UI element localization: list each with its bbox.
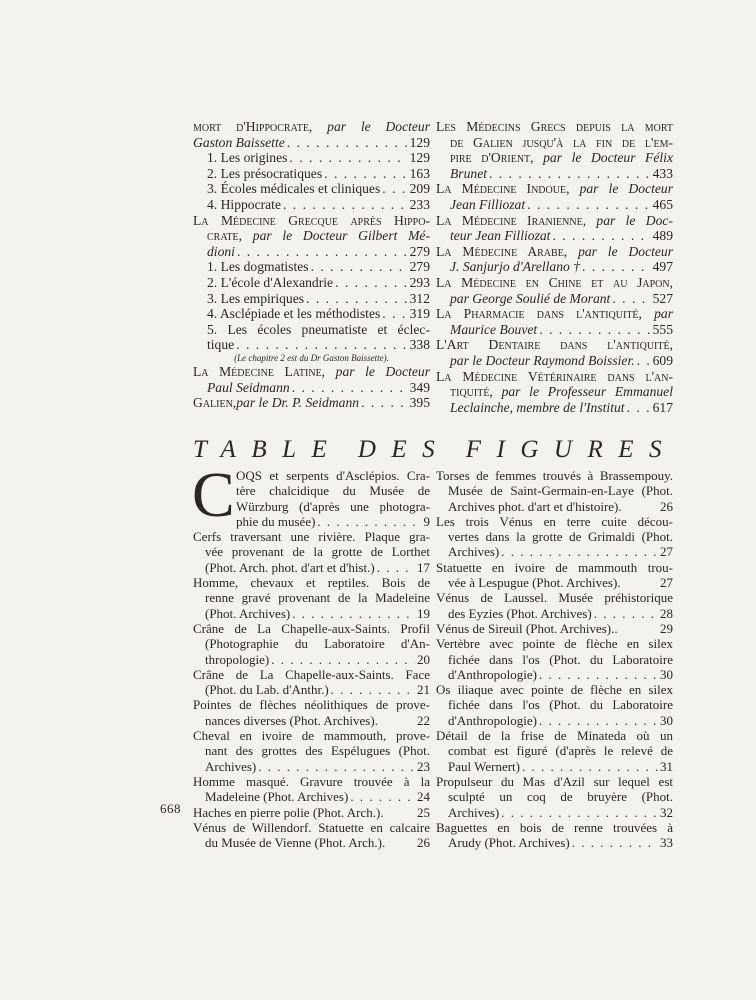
toc-line: [436, 166, 673, 182]
figure-caption-line: Cheval en ivoire de mammouth, prove-: [193, 728, 430, 744]
toc-author-heading: crate,: [207, 228, 243, 244]
figure-leader: [317, 514, 421, 529]
figure-caption-line: Cerfs traversant une rivière. Plaque gra-: [193, 529, 430, 545]
figure-page-number: 17: [417, 559, 430, 575]
toc-author: par le Docteur Félix: [533, 150, 673, 166]
toc-author: par le Docteur: [567, 243, 673, 259]
toc-author: J. Sanjurjo d'Arellano †: [450, 259, 581, 275]
toc-line: [193, 322, 430, 338]
toc-page-number: 293: [409, 274, 430, 290]
figure-leader: [522, 759, 658, 774]
figure-entry: [193, 728, 430, 774]
figure-entry: [193, 820, 430, 851]
toc-entry: [193, 275, 430, 291]
toc-leader: [527, 197, 650, 213]
figure-caption-text: thropologie): [205, 651, 270, 667]
figure-entry: [193, 575, 430, 621]
toc-leader: [539, 322, 650, 338]
toc-page-number: 129: [409, 150, 430, 166]
toc-line: [193, 364, 430, 380]
figure-caption-line: Torses de femmes trouvés à Brassempouy.: [436, 468, 673, 483]
toc-author: Paul Seidmann: [207, 379, 290, 395]
toc-leader: [311, 259, 408, 275]
toc-page-number: 433: [652, 165, 673, 181]
toc-author-heading: La Médecine Grecque après Hippo-: [193, 212, 430, 228]
toc-leader: [489, 166, 651, 182]
toc-leader: [382, 306, 407, 322]
toc-text: 3. Écoles médicales et cliniques: [207, 181, 381, 197]
figure-caption-line: Vertèbre avec pointe de flèche en silex: [436, 636, 673, 652]
toc-line: [193, 380, 430, 396]
toc-page-number: 497: [652, 259, 673, 275]
toc-text: 2. Les présocratiques: [207, 165, 323, 181]
toc-line: [193, 197, 430, 213]
toc-page-number: 163: [409, 165, 430, 181]
figure-leader: [350, 789, 415, 804]
figure-caption-line: [436, 606, 673, 621]
toc-line: [436, 400, 673, 416]
figure-caption-line: Baguettes en bois de renne trouvées à: [436, 819, 673, 835]
toc-page-number: 338: [409, 337, 430, 353]
toc-entry: [193, 150, 430, 166]
figure-caption-line: Musée de Saint-Germain-en-Laye (Phot.: [448, 483, 673, 499]
figure-caption-line: [436, 835, 673, 850]
figure-caption-line: [193, 682, 430, 697]
toc-page-number: 395: [409, 395, 430, 411]
toc-author-heading: Galien,: [193, 395, 237, 411]
toc-text: 2. L'école d'Alexandrie: [207, 274, 334, 290]
toc-entry: [193, 395, 430, 411]
figure-page-number: 27: [660, 544, 673, 560]
toc-line: [436, 353, 673, 369]
toc-left-column: [193, 119, 430, 411]
figure-caption-line: Détail de la frise de Minateda où un: [436, 728, 673, 744]
figure-page-number: 33: [660, 835, 673, 851]
toc-leader: [627, 400, 651, 416]
toc-entry: [193, 119, 430, 150]
toc-author: par le Docteur: [569, 181, 673, 197]
figure-caption-line: Homme masqué. Gravure trouvée à la: [193, 773, 430, 789]
toc-text: 4. Asclépiade et les méthodistes: [207, 306, 381, 322]
toc-line: [193, 259, 430, 275]
figure-entry: [436, 468, 673, 514]
toc-entry: [193, 166, 430, 182]
toc-author: par le Dr. P. Seidmann: [236, 395, 360, 411]
toc-text: 3. Les empiriques: [207, 290, 305, 306]
toc-line: [436, 259, 673, 275]
toc-line: [436, 322, 673, 338]
figure-page-number: 30: [660, 666, 673, 682]
figure-caption-line: [193, 713, 430, 728]
toc-line: [436, 135, 673, 151]
toc-leader: [637, 353, 651, 369]
toc-author-heading: pire d'Orient,: [450, 150, 534, 166]
page-number: 668: [160, 801, 181, 816]
toc-page-number: 527: [652, 290, 673, 306]
toc-page-number: 349: [409, 379, 430, 395]
toc-leader: [289, 150, 407, 166]
toc-line: [436, 228, 673, 244]
figure-caption-line: [193, 652, 430, 667]
toc-page-number: 209: [409, 181, 430, 197]
toc-entry: [193, 306, 430, 322]
figure-caption-line: [436, 621, 673, 636]
toc-author-heading: La Médecine Arabe,: [436, 243, 568, 259]
figure-caption-line: [193, 560, 430, 575]
toc-entry: [436, 119, 673, 181]
figure-page-number: 27: [660, 575, 673, 591]
figure-caption-line: [193, 759, 430, 774]
figure-entry: [436, 682, 673, 728]
toc-page-number: 129: [409, 134, 430, 150]
figure-leader: [501, 544, 658, 559]
figure-caption-line: [193, 835, 430, 850]
figure-entry: [193, 529, 430, 575]
figure-caption-line: Les trois Vénus en terre cuite décou-: [436, 513, 673, 529]
toc-author: Gaston Baissette: [193, 134, 285, 150]
toc-line: [193, 244, 430, 260]
figure-caption-line: [436, 544, 673, 559]
toc-page-number: 609: [652, 352, 673, 368]
toc-author-heading: La Médecine en Chine et au Japon,: [436, 274, 673, 290]
toc-author-heading: La Médecine Indoue,: [436, 181, 570, 197]
figure-caption-line: [193, 789, 430, 804]
figure-entry: [193, 774, 430, 805]
figure-caption-text: nances diverses (Phot. Archives).: [205, 712, 378, 728]
toc-leader: [283, 197, 408, 213]
figure-caption-line: [436, 713, 673, 728]
figure-caption-line: [236, 514, 430, 529]
figure-caption-line: Crâne de La Chapelle-aux-Saints. Face: [193, 666, 430, 682]
toc-line: [193, 228, 430, 244]
toc-author-heading: mort d'Hippocrate,: [193, 119, 313, 134]
figure-page-number: 30: [660, 712, 673, 728]
figure-page-number: 20: [417, 651, 430, 667]
figure-caption-line: tère chalcidique du Musée de: [236, 483, 430, 499]
figure-caption-line: (Photographie du Laboratoire d'An-: [205, 636, 430, 652]
figures-heading: [193, 436, 677, 466]
figure-entry: [436, 590, 673, 621]
figure-page-number: 23: [417, 758, 430, 774]
toc-leader: [335, 275, 408, 291]
figure-caption-line: [436, 575, 673, 590]
figure-page-number: 19: [417, 605, 430, 621]
figure-page-number: 25: [417, 804, 430, 820]
figure-caption-line: [436, 499, 673, 514]
toc-leader: [612, 291, 650, 307]
figure-entry: [436, 728, 673, 774]
figure-leader: [594, 606, 658, 621]
toc-author-heading: tiquité,: [450, 384, 493, 400]
toc-leader: [582, 259, 651, 275]
toc-line: [436, 291, 673, 307]
figure-page-number: 22: [417, 712, 430, 728]
toc-line: [436, 337, 673, 353]
figure-page-number: 26: [660, 498, 673, 514]
figure-leader: [377, 560, 415, 575]
toc-page-number: 465: [652, 196, 673, 212]
figure-entry: [436, 560, 673, 591]
toc-line: [436, 181, 673, 197]
figure-leader: [539, 713, 658, 728]
figure-caption-line: renne gravé provenant de la Madeleine: [205, 590, 430, 606]
figure-caption-text: du Musée de Vienne (Phot. Arch.).: [205, 835, 386, 851]
figure-caption-text: vée à Lespugue (Phot. Archives).: [448, 575, 621, 591]
figure-caption-text: Paul Wernert): [448, 758, 520, 774]
toc-entry: [193, 213, 430, 260]
toc-author: teur Jean Filliozat: [450, 228, 551, 244]
figure-caption-line: OQS et serpents d'Asclépios. Cra-: [236, 468, 430, 483]
toc-entry: [436, 244, 673, 275]
figure-entry: [192, 459, 430, 530]
figure-caption-line: sculpté un coq de bruyère (Phot.: [448, 789, 673, 805]
figure-leader: [271, 652, 415, 667]
figure-caption-line: [193, 606, 430, 621]
toc-page-number: 279: [409, 243, 430, 259]
toc-author-heading: Les Médecins Grecs depuis la mort: [436, 119, 673, 134]
figure-leader: [501, 805, 658, 820]
figure-caption-line: Vénus de Willendorf. Statuette en calcaire: [193, 819, 430, 835]
toc-author-heading: La Médecine Latine,: [193, 363, 326, 379]
toc-page-number: 617: [652, 399, 673, 415]
figure-caption-text: Archives phot. d'art et d'histoire).: [448, 498, 622, 514]
toc-author: par le Docteur Raymond Boissier.: [450, 352, 635, 368]
figure-caption-text: phie du musée): [236, 513, 316, 529]
figure-leader: [258, 759, 415, 774]
figure-caption-text: Vénus de Sireuil (Phot. Archives)..: [436, 620, 618, 636]
figure-caption-text: (Phot. Archives): [205, 605, 291, 621]
figure-caption-line: [193, 805, 430, 820]
figure-leader: [292, 606, 415, 621]
figure-caption-line: [436, 805, 673, 820]
figures-heading-word-2: DES: [357, 436, 451, 463]
figure-entry: [193, 667, 430, 698]
toc-entry: [193, 291, 430, 307]
toc-page-number: 233: [409, 196, 430, 212]
toc-line: [436, 213, 673, 229]
toc-line: [436, 150, 673, 166]
figure-caption-text: (Phot. du Lab. d'Anthr.): [205, 682, 329, 698]
toc-line: [193, 306, 430, 322]
figures-heading-word-3: FIGURES: [465, 436, 677, 463]
figures-right-column: [436, 468, 673, 850]
figure-caption-text: des Eyzies (Phot. Archives): [448, 605, 592, 621]
figure-caption-text: Madeleine (Phot. Archives): [205, 789, 349, 805]
toc-page-number: 319: [409, 306, 430, 322]
toc-entry: [193, 322, 430, 353]
figure-entry: [193, 697, 430, 728]
figure-page-number: 29: [660, 620, 673, 636]
toc-author: par: [641, 306, 673, 322]
toc-line: [193, 135, 430, 151]
figure-entry: [436, 621, 673, 636]
figure-caption-line: [436, 759, 673, 774]
toc-text: tique: [207, 337, 235, 353]
toc-author: par le Docteur: [312, 119, 431, 134]
toc-author-heading: de Galien jusqu'à la fin de l'em-: [450, 134, 673, 150]
toc-leader: [292, 380, 408, 396]
toc-line: [436, 197, 673, 213]
toc-author: par le Doc-: [586, 212, 673, 228]
figure-caption-line: vée provenant de la grotte de Lorthet: [205, 544, 430, 560]
figure-entry: [436, 636, 673, 682]
toc-author-heading: La Médecine Vétérinaire dans l'an-: [436, 368, 673, 384]
figure-caption-line: Würzburg (d'après une photogra-: [236, 498, 430, 514]
toc-line: [193, 150, 430, 166]
figure-caption-text: Archives): [448, 544, 500, 560]
figure-caption-line: [436, 667, 673, 682]
toc-author: Leclainche, membre de l'Institut: [450, 399, 625, 415]
toc-author: par le Professeur Emmanuel: [492, 384, 673, 400]
toc-line: [193, 213, 430, 229]
figure-leader: [331, 682, 415, 697]
toc-leader: [382, 181, 407, 197]
drop-cap: C: [192, 459, 235, 530]
figure-caption-text: d'Anthropologie): [448, 666, 537, 682]
toc-line: [436, 275, 673, 291]
figure-caption-text: Haches en pierre polie (Phot. Arch.).: [193, 804, 384, 820]
toc-leader: [237, 244, 408, 260]
toc-leader: [552, 228, 650, 244]
toc-note: (Le chapitre 2 est du Dr Gaston Baissette).: [234, 352, 389, 363]
toc-entry: [436, 213, 673, 244]
toc-entry: [436, 275, 673, 306]
figure-caption-text: (Phot. Arch. phot. d'art et d'hist.): [205, 559, 375, 575]
toc-leader: [324, 166, 407, 182]
toc-leader: [287, 135, 408, 151]
toc-line: [436, 369, 673, 385]
toc-entry: [193, 197, 430, 213]
toc-line: [193, 291, 430, 307]
figure-caption-text: d'Anthropologie): [448, 712, 537, 728]
toc-author: Maurice Bouvet: [450, 321, 538, 337]
figure-caption-line: Vénus de Laussel. Musée préhistorique: [436, 590, 673, 606]
toc-author-heading: La Médecine Iranienne,: [436, 212, 587, 228]
toc-text: 4. Hippocrate: [207, 196, 281, 212]
figure-caption-line: Crâne de La Chapelle-aux-Saints. Profil: [193, 620, 430, 636]
figure-page-number: 28: [660, 605, 673, 621]
toc-entry: [193, 364, 430, 395]
figure-page-number: 31: [660, 758, 673, 774]
toc-author: par le Docteur Gilbert Mé-: [242, 228, 430, 244]
figure-caption-line: vertes dans la grotte de Grimaldi (Phot.: [448, 529, 673, 545]
toc-author: dioni: [207, 243, 235, 259]
toc-line: [193, 181, 430, 197]
toc-text: 1. Les dogmatistes: [207, 259, 309, 275]
figure-entry: [193, 805, 430, 820]
figure-caption-line: fichée dans l'os (Phot. du Laboratoire: [448, 697, 673, 713]
toc-line: [193, 119, 430, 135]
figure-caption-text: Archives): [448, 804, 500, 820]
figure-entry: [436, 774, 673, 820]
figures-heading-word-1: TABLE: [193, 436, 343, 463]
figure-caption-line: Statuette en ivoire de mammouth trou-: [436, 559, 673, 575]
toc-leader: [361, 395, 408, 411]
toc-page-number: 312: [409, 290, 430, 306]
figure-caption-line: Propulseur du Mas d'Azil sur lequel est: [436, 773, 673, 789]
toc-entry: [193, 259, 430, 275]
figure-entry: [436, 514, 673, 560]
toc-author: Brunet: [450, 165, 487, 181]
figure-caption-text: Arudy (Phot. Archives): [448, 835, 570, 851]
toc-entry: [436, 181, 673, 212]
toc-entry: [436, 337, 673, 368]
toc-line: [436, 306, 673, 322]
figure-page-number: 24: [417, 789, 430, 805]
toc-right-column: [436, 119, 673, 415]
figure-leader: [572, 835, 658, 850]
figure-caption-line: Pointes de flèches néolithiques de prove-: [193, 697, 430, 713]
toc-line: [436, 244, 673, 260]
toc-text: 1. Les origines: [207, 150, 288, 166]
toc-leader: [236, 337, 407, 353]
toc-author-heading: La Pharmacie dans l'antiquité,: [436, 306, 642, 322]
figure-caption-line: nant des grottes des Espélugues (Phot.: [205, 743, 430, 759]
figure-page-number: 21: [417, 682, 430, 698]
toc-author: par le Docteur: [325, 363, 431, 379]
toc-page-number: 279: [409, 259, 430, 275]
figure-entry: [436, 820, 673, 851]
figure-caption-line: Os iliaque avec pointe de flèche en silex: [436, 682, 673, 698]
toc-entry: [436, 369, 673, 416]
figure-leader: [539, 667, 658, 682]
toc-line: [193, 275, 430, 291]
toc-entry: [193, 181, 430, 197]
figure-page-number: 9: [423, 513, 430, 529]
toc-page-number: 555: [652, 321, 673, 337]
toc-line: [193, 166, 430, 182]
toc-page-number: 489: [652, 228, 673, 244]
figure-page-number: 26: [417, 835, 430, 851]
figure-caption-line: Homme, chevaux et reptiles. Bois de: [193, 575, 430, 591]
toc-author-heading: L'Art Dentaire dans l'antiquité,: [436, 337, 673, 353]
figures-left-column: [192, 459, 430, 851]
figure-caption-text: Archives): [205, 758, 257, 774]
toc-line: [436, 384, 673, 400]
toc-leader: [306, 291, 408, 307]
toc-line: [193, 337, 430, 353]
toc-author: Jean Filliozat: [450, 196, 526, 212]
figure-entry: [193, 621, 430, 667]
toc-entry: [436, 306, 673, 337]
figure-caption-line: fichée dans l'os (Phot. du Laboratoire: [448, 651, 673, 667]
figure-caption-line: combat est figuré (d'après le relevé de: [448, 743, 673, 759]
toc-text: 5. Les écoles pneumatiste et éclec-: [207, 321, 430, 337]
toc-line: [436, 119, 673, 135]
figure-page-number: 32: [660, 804, 673, 820]
toc-line: [193, 395, 430, 411]
toc-author: par George Soulié de Morant: [450, 290, 611, 306]
